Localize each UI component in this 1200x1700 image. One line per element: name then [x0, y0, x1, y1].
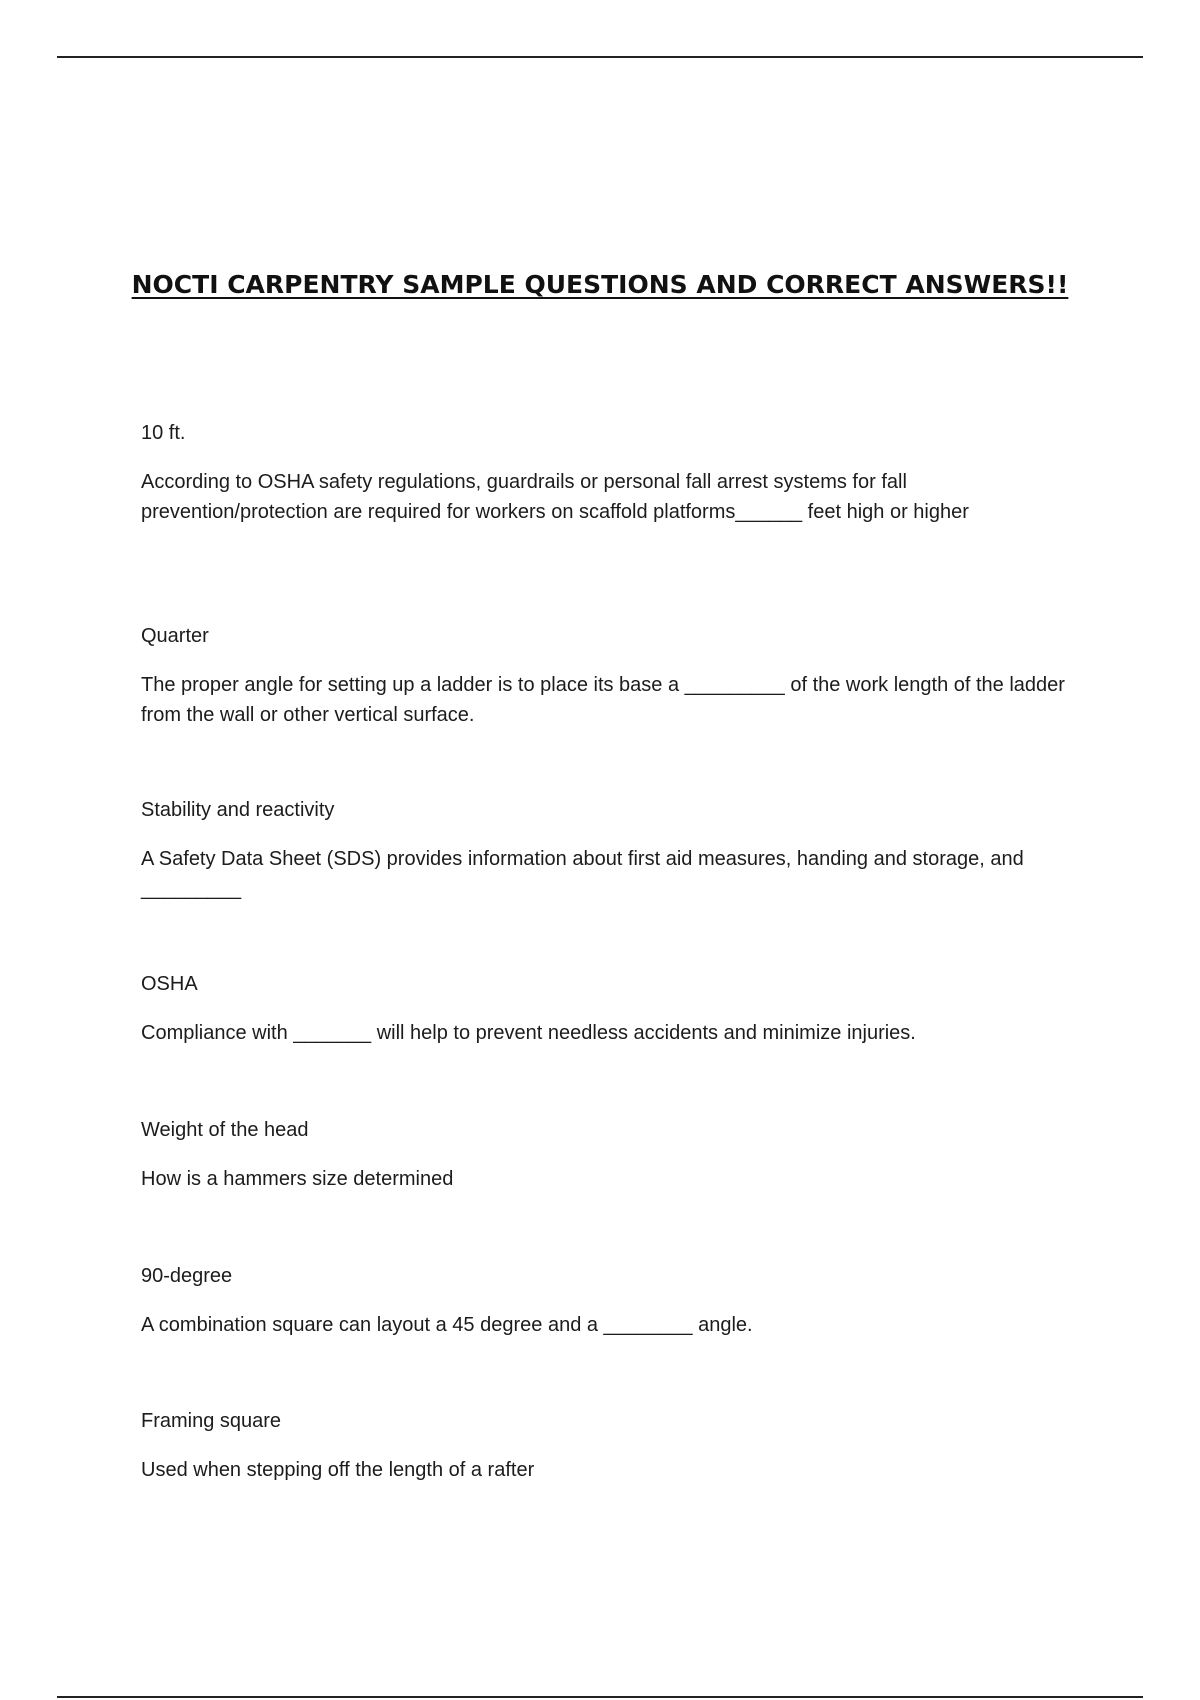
question-text: A Safety Data Sheet (SDS) provides information about first aid measures, handing and storage, and _________ [141, 848, 1024, 900]
answer-text: Quarter [141, 625, 209, 647]
document-title: NOCTI CARPENTRY SAMPLE QUESTIONS AND CORRECT ANSWERS!! [131, 270, 1069, 299]
question-text: According to OSHA safety regulations, guardrails or personal fall arrest systems for fall prevention/protection are required for workers on scaffold platforms______ feet high or higher [141, 471, 969, 523]
qa-item [141, 1262, 1071, 1340]
qa-item [141, 419, 1071, 527]
qa-item [141, 1116, 1071, 1194]
top-divider [57, 56, 1143, 58]
question-text: A combination square can layout a 45 degree and a ________ angle. [141, 1314, 753, 1336]
bottom-divider [57, 1696, 1143, 1698]
question-text: Used when stepping off the length of a rafter [141, 1459, 535, 1481]
qa-item [141, 1407, 1071, 1485]
qa-item [141, 796, 1071, 904]
answer-text: Stability and reactivity [141, 799, 335, 821]
answer-text: 10 ft. [141, 422, 186, 444]
answer-text: Weight of the head [141, 1119, 309, 1141]
question-text: The proper angle for setting up a ladder is to place its base a _________ of the work length of the ladder from the wall or other vertical surface. [141, 674, 1065, 726]
question-text: How is a hammers size determined [141, 1168, 454, 1190]
answer-text: 90-degree [141, 1265, 233, 1287]
answer-text: Framing square [141, 1410, 282, 1432]
answer-text: OSHA [141, 973, 198, 995]
question-text: Compliance with _______ will help to prevent needless accidents and minimize injuries. [141, 1022, 916, 1044]
qa-item [141, 970, 1071, 1048]
qa-item [141, 622, 1071, 730]
